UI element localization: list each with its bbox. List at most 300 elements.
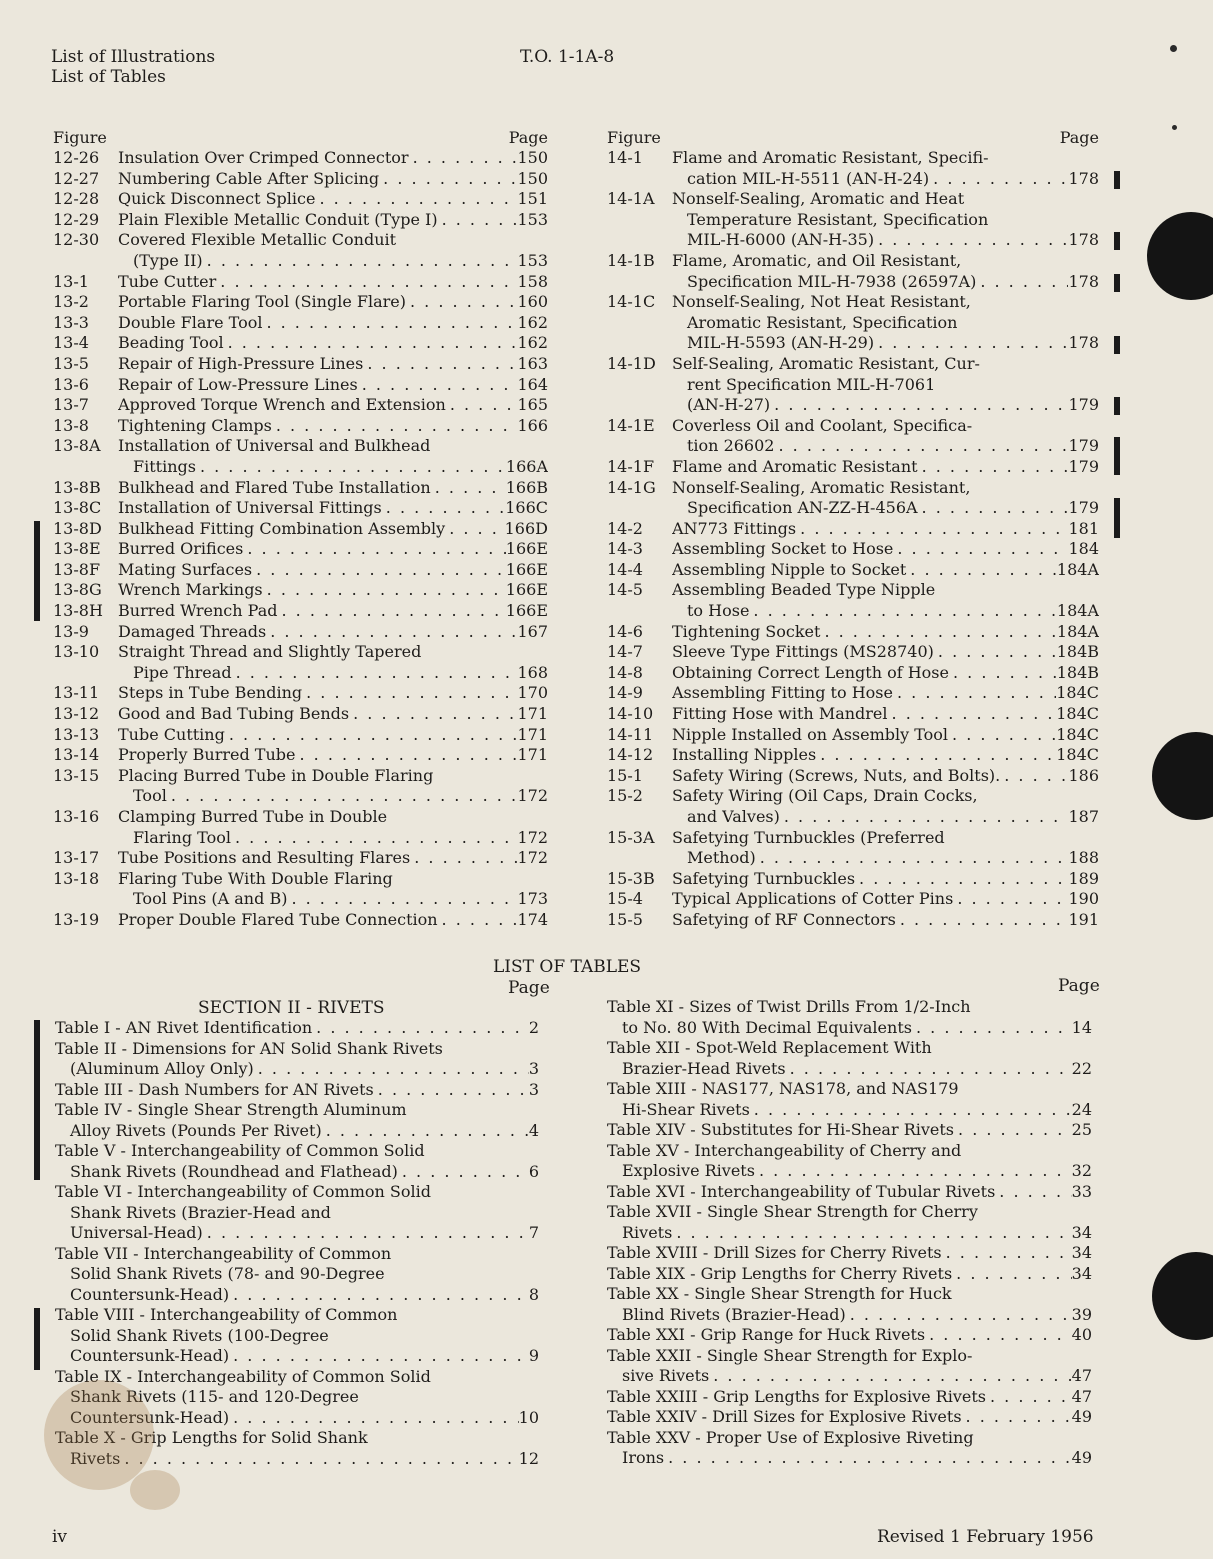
document-number: T.O. 1-1A-8 — [520, 47, 615, 67]
change-bar — [1114, 397, 1120, 415]
figure-entry — [607, 519, 1099, 540]
table-title: Table V - Interchangeability of Common Solid — [55, 1141, 425, 1160]
page-ref: 188 — [1068, 848, 1099, 868]
figure-number: 14-1E — [607, 415, 655, 435]
table-entry — [607, 1428, 1092, 1449]
table-title: Blind Rivets (Brazier-Head) — [622, 1304, 846, 1324]
leader-dots — [225, 725, 518, 746]
leader-dots — [986, 1387, 1072, 1408]
figure-entry — [607, 786, 1099, 807]
figure-entry — [607, 704, 1099, 725]
page-ref: 184B — [1056, 662, 1099, 682]
figure-number — [607, 807, 672, 828]
list-of-tables-title: LIST OF TABLES — [493, 957, 642, 977]
binder-hole — [1152, 1252, 1213, 1340]
figure-number: 14-6 — [607, 621, 643, 641]
leader-dots — [398, 1162, 529, 1183]
leader-dots — [962, 1407, 1072, 1428]
figure-column-label: Figure — [53, 128, 107, 147]
page-ref: 171 — [517, 704, 548, 724]
page-ref: 39 — [1071, 1304, 1092, 1324]
page-ref: 166 — [517, 415, 548, 435]
figure-entry — [607, 333, 1099, 354]
figure-title: Safety Wiring (Oil Caps, Drain Cocks, — [672, 786, 978, 806]
table-title: Table X - Grip Lengths for Solid Shank — [55, 1428, 368, 1447]
figure-number — [607, 848, 672, 869]
page-ref: 166B — [505, 477, 548, 497]
table-entry — [607, 1182, 1092, 1203]
figure-entry — [53, 354, 548, 375]
table-title: Countersunk-Head) — [70, 1346, 230, 1365]
table-title: Table XX - Single Shear Strength for Huck — [607, 1284, 952, 1303]
page-ref: 25 — [1071, 1120, 1092, 1139]
leader-dots — [906, 560, 1057, 581]
leader-dots — [948, 725, 1056, 746]
figure-title: Tool Pins (A and B) — [133, 889, 288, 909]
table-title: (Aluminum Alloy Only) — [70, 1059, 254, 1078]
page-ref: 34 — [1071, 1243, 1092, 1262]
figure-title: Steps in Tube Bending — [118, 683, 303, 703]
leader-dots — [816, 745, 1056, 766]
change-bar — [1114, 232, 1120, 250]
leader-dots — [406, 292, 517, 313]
figure-number — [607, 230, 672, 251]
figure-entry — [607, 828, 1099, 849]
figure-title: Assembling Socket to Hose — [672, 539, 894, 559]
speck — [1172, 125, 1177, 130]
leader-dots — [252, 560, 506, 581]
figure-entry — [53, 663, 548, 684]
leader-dots — [942, 1243, 1072, 1264]
leader-dots — [774, 436, 1068, 457]
figure-entry — [607, 292, 1099, 313]
leader-dots — [243, 539, 505, 560]
figure-number: 13-18 — [53, 868, 100, 888]
figure-entry — [53, 148, 548, 169]
figure-title: Numbering Cable After Splicing — [118, 168, 380, 188]
table-title: Table XVIII - Drill Sizes for Cherry Rivets — [607, 1243, 942, 1262]
page-ref: 150 — [517, 168, 548, 188]
figure-title: Specification AN-ZZ-H-456A — [687, 498, 918, 518]
table-entry — [607, 1059, 1092, 1080]
figure-entry — [607, 395, 1099, 416]
table-entry — [607, 1366, 1092, 1387]
figure-title: Sleeve Type Fittings (MS28740) — [672, 642, 934, 662]
page-ref: 178 — [1068, 333, 1099, 353]
figure-number — [607, 498, 672, 519]
table-entry — [607, 1325, 1092, 1346]
figure-number: 13-8A — [53, 436, 101, 456]
figure-title: Bulkhead and Flared Tube Installation — [118, 477, 431, 497]
figure-title: Typical Applications of Cotter Pins — [672, 889, 954, 909]
table-entry — [607, 1407, 1092, 1428]
figures-left-column — [53, 127, 548, 931]
figure-entry — [607, 539, 1099, 560]
leader-dots — [750, 1100, 1072, 1121]
page-ref: 34 — [1071, 1222, 1092, 1242]
figure-entry — [607, 169, 1099, 190]
figure-number: 13-15 — [53, 765, 100, 785]
figure-title: Nonself-Sealing, Aromatic Resistant, — [672, 477, 971, 497]
figure-number: 15-3A — [607, 827, 655, 847]
page-ref: 179 — [1068, 456, 1099, 476]
figure-entry — [53, 560, 548, 581]
figure-number: 12-27 — [53, 168, 100, 188]
table-title: Rivets — [70, 1448, 121, 1468]
leader-dots — [893, 539, 1068, 560]
figure-title: Beading Tool — [118, 333, 224, 353]
table-entry — [607, 1387, 1092, 1408]
table-entry — [607, 997, 1092, 1018]
page-ref: 166E — [505, 580, 548, 600]
table-title: Rivets — [622, 1222, 673, 1242]
table-entry — [607, 1448, 1092, 1469]
figure-entry — [53, 457, 548, 478]
figures-left-list — [53, 148, 548, 931]
page-ref: 34 — [1071, 1263, 1092, 1283]
page-column-label: Page — [508, 128, 548, 147]
figure-number — [53, 663, 118, 684]
figure-title: Temperature Resistant, Specification — [687, 209, 989, 229]
figure-entry — [53, 251, 548, 272]
figure-entry — [53, 539, 548, 560]
figure-column-label: Figure — [607, 128, 661, 147]
table-title: Table XIII - NAS177, NAS178, and NAS179 — [607, 1079, 959, 1098]
leader-dots — [796, 519, 1068, 540]
figure-number: 15-4 — [607, 889, 643, 909]
figure-number — [53, 251, 118, 272]
page-ref: 172 — [517, 848, 548, 868]
page-ref: 9 — [528, 1346, 539, 1365]
figure-entry — [607, 642, 1099, 663]
figure-title: Assembling Beaded Type Nipple — [672, 580, 936, 600]
figure-entry — [53, 869, 548, 890]
table-entry — [55, 1244, 539, 1265]
figure-title: Safetying Turnbuckles — [672, 868, 856, 888]
page-ref: 4 — [528, 1120, 539, 1140]
revision-date: Revised 1 February 1956 — [877, 1527, 1094, 1547]
page-ref: 47 — [1071, 1366, 1092, 1385]
figure-title: and Valves) — [687, 807, 780, 826]
figure-number: 13-1 — [53, 271, 89, 291]
table-entry — [607, 1079, 1092, 1100]
page-ref: 171 — [517, 745, 548, 765]
figure-entry — [607, 148, 1099, 169]
leader-dots — [438, 210, 518, 231]
change-bar — [34, 1020, 40, 1180]
table-title: Solid Shank Rivets (78- and 90-Degree — [70, 1264, 385, 1283]
figure-number — [607, 169, 672, 190]
section-heading: SECTION II - RIVETS — [198, 998, 385, 1018]
header-list-of-illustrations: List of Illustrations — [51, 47, 216, 67]
figure-title: tion 26602 — [687, 436, 775, 456]
figure-title: Proper Double Flared Tube Connection — [118, 909, 438, 929]
change-bar — [34, 521, 40, 621]
page-ref: 150 — [517, 148, 548, 167]
table-entry — [607, 1100, 1092, 1121]
page-ref: 186 — [1068, 765, 1099, 785]
figure-entry — [607, 498, 1099, 519]
leader-dots — [949, 663, 1057, 684]
figure-title: Installation of Universal and Bulkhead — [118, 436, 431, 456]
figure-number: 13-7 — [53, 395, 89, 415]
figure-title: Method) — [687, 848, 756, 868]
table-entry — [607, 1284, 1092, 1305]
figure-entry — [607, 683, 1099, 704]
leader-dots — [780, 807, 1069, 828]
page-ref: 178 — [1068, 271, 1099, 291]
table-entry — [607, 1223, 1092, 1244]
figure-number — [607, 313, 672, 334]
table-title: Table IV - Single Shear Strength Aluminum — [55, 1100, 407, 1119]
page-ref: 162 — [517, 312, 548, 332]
page-ref: 179 — [1068, 436, 1099, 456]
leader-dots — [874, 230, 1068, 251]
page-ref: 178 — [1068, 168, 1099, 188]
page-ref: 166E — [505, 559, 548, 579]
figure-title: Flaring Tube With Double Flaring — [118, 868, 393, 888]
table-title: Table XIX - Grip Lengths for Cherry Rivets — [607, 1263, 953, 1283]
leader-dots — [995, 1182, 1071, 1203]
leader-dots — [266, 622, 517, 643]
table-title: Table II - Dimensions for AN Solid Shank Rivets — [55, 1038, 443, 1058]
figure-title: Flame, Aromatic, and Oil Resistant, — [672, 250, 962, 270]
figure-title: Assembling Nipple to Socket — [672, 559, 907, 579]
figure-title: Placing Burred Tube in Double Flaring — [118, 765, 434, 785]
leader-dots — [120, 1449, 518, 1470]
figure-title: Tube Cutting — [118, 724, 225, 744]
page-ref: 3 — [528, 1079, 539, 1099]
figure-entry — [53, 189, 548, 210]
figure-number: 13-11 — [53, 683, 100, 703]
tables-right-page-label: Page — [1058, 976, 1100, 996]
figure-entry — [607, 354, 1099, 375]
figure-entry — [53, 478, 548, 499]
figure-entry — [53, 313, 548, 334]
figure-entry — [53, 766, 548, 787]
leader-dots — [918, 498, 1069, 519]
figure-title: Bulkhead Fitting Combination Assembly — [118, 518, 446, 538]
leader-dots — [888, 704, 1057, 725]
page-ref: 187 — [1068, 807, 1099, 826]
page-ref: 172 — [517, 827, 548, 847]
figure-entry — [607, 580, 1099, 601]
figure-entry — [53, 786, 548, 807]
figure-entry — [53, 333, 548, 354]
page-ref: 167 — [517, 621, 548, 641]
table-title: to No. 80 With Decimal Equivalents — [622, 1017, 912, 1037]
figure-title: Repair of High-Pressure Lines — [118, 353, 364, 373]
page-ref: 184C — [1056, 704, 1099, 724]
figure-entry — [53, 292, 548, 313]
figure-title: Plain Flexible Metallic Conduit (Type I) — [118, 209, 438, 229]
figure-title: Assembling Fitting to Hose — [672, 683, 893, 703]
table-entry — [55, 1203, 539, 1224]
figure-title: Burred Orifices — [118, 539, 244, 559]
binder-hole — [1152, 732, 1213, 820]
figure-number — [607, 601, 672, 622]
figure-title: Safetying of RF Connectors — [672, 909, 896, 929]
page-ref: 184C — [1056, 724, 1099, 744]
figure-entry — [53, 375, 548, 396]
page-column-label: Page — [1059, 128, 1099, 147]
figures-left-header — [53, 127, 548, 148]
figure-entry — [53, 395, 548, 416]
page-ref: 12 — [518, 1448, 539, 1468]
figure-title: Installing Nipples — [672, 745, 817, 765]
figure-title: MIL-H-6000 (AN-H-35) — [687, 230, 875, 250]
figure-title: MIL-H-5593 (AN-H-29) — [687, 333, 875, 353]
table-title: Countersunk-Head) — [70, 1407, 230, 1427]
page-ref: 184C — [1056, 683, 1099, 703]
page-ref: 49 — [1071, 1448, 1092, 1467]
leader-dots — [1000, 766, 1068, 787]
page-ref: 153 — [517, 250, 548, 270]
leader-dots — [302, 683, 517, 704]
table-title: Table XII - Spot-Weld Replacement With — [607, 1038, 932, 1057]
figure-number — [607, 333, 672, 354]
leader-dots — [374, 1080, 529, 1101]
leader-dots — [167, 786, 518, 807]
page-ref: 170 — [517, 683, 548, 703]
figure-entry — [53, 725, 548, 746]
figure-entry — [607, 230, 1099, 251]
figure-number: 12-28 — [53, 189, 100, 209]
figure-number: 14-1F — [607, 456, 655, 476]
table-entry — [607, 1202, 1092, 1223]
leader-dots — [976, 272, 1068, 293]
table-entry — [607, 1018, 1092, 1039]
figure-number: 15-2 — [607, 786, 643, 806]
leader-dots — [349, 704, 517, 725]
page-ref: 173 — [517, 889, 548, 909]
tables-left-page-label: Page — [508, 978, 550, 998]
page-ref: 178 — [1068, 230, 1099, 250]
figure-number: 13-12 — [53, 704, 100, 724]
figure-entry — [53, 683, 548, 704]
page-ref: 172 — [517, 786, 548, 806]
figure-entry — [53, 828, 548, 849]
change-bar — [34, 1308, 40, 1370]
page-ref: 165 — [517, 395, 548, 415]
figure-title: Tightening Clamps — [118, 415, 272, 435]
change-bar — [1114, 498, 1120, 538]
change-bar — [1114, 336, 1120, 354]
leader-dots — [216, 272, 517, 293]
leader-dots — [363, 354, 517, 375]
leader-dots — [912, 1018, 1072, 1039]
leader-dots — [893, 683, 1056, 704]
figure-number: 13-6 — [53, 374, 89, 394]
figure-title: to Hose — [687, 601, 750, 621]
table-title: Shank Rivets (Roundhead and Flathead) — [70, 1161, 398, 1181]
page-ref: 171 — [517, 724, 548, 744]
figure-title: Tightening Socket — [672, 621, 821, 641]
figure-number: 14-7 — [607, 642, 643, 662]
figure-entry — [53, 169, 548, 190]
figure-number: 13-10 — [53, 642, 100, 662]
stain — [130, 1470, 180, 1510]
leader-dots — [846, 1305, 1072, 1326]
change-bar — [1114, 171, 1120, 189]
table-title: Table VIII - Interchangeability of Common — [55, 1305, 398, 1324]
leader-dots — [749, 601, 1056, 622]
leader-dots — [196, 457, 506, 478]
figure-number: 13-8B — [53, 477, 101, 497]
figure-entry — [53, 601, 548, 622]
figure-entry — [607, 313, 1099, 334]
table-title: Table III - Dash Numbers for AN Rivets — [55, 1079, 374, 1099]
page-ref: 14 — [1071, 1017, 1092, 1037]
leader-dots — [664, 1448, 1072, 1469]
page-ref: 3 — [528, 1059, 539, 1078]
table-entry — [55, 1326, 539, 1347]
figure-number: 14-3 — [607, 539, 643, 559]
page-ref: 32 — [1071, 1161, 1092, 1180]
leader-dots — [272, 416, 518, 437]
page-ref: 164 — [517, 374, 548, 394]
figure-number — [607, 395, 672, 416]
table-title: Irons — [622, 1448, 665, 1467]
leader-dots — [229, 1408, 519, 1429]
page-ref: 163 — [517, 353, 548, 373]
figure-entry — [53, 580, 548, 601]
figure-title: Safetying Turnbuckles (Preferred — [672, 827, 945, 847]
figure-entry — [607, 766, 1099, 787]
figure-title: Approved Torque Wrench and Extension — [118, 395, 446, 415]
page-ref: 166E — [505, 539, 548, 559]
table-entry — [607, 1346, 1092, 1367]
page-ref: 184 — [1068, 539, 1099, 559]
leader-dots — [382, 498, 505, 519]
figure-title: Portable Flaring Tool (Single Flare) — [118, 292, 406, 312]
figure-number: 14-1G — [607, 477, 656, 497]
table-entry — [607, 1038, 1092, 1059]
figure-title: Repair of Low-Pressure Lines — [118, 374, 358, 394]
figures-right-list — [607, 148, 1099, 931]
figure-number: 13-19 — [53, 909, 100, 929]
figure-number — [607, 272, 672, 293]
figure-number: 13-14 — [53, 745, 100, 765]
table-entry — [55, 1059, 539, 1080]
table-entry — [607, 1161, 1092, 1182]
figure-number: 13-8E — [53, 539, 101, 559]
page-ref: 10 — [518, 1407, 539, 1427]
figure-title: Installation of Universal Fittings — [118, 498, 382, 518]
figure-entry — [607, 848, 1099, 869]
leader-dots — [445, 519, 504, 540]
figure-entry — [607, 869, 1099, 890]
figure-title: rent Specification MIL-H-7061 — [687, 374, 936, 394]
page-ref: 151 — [517, 189, 548, 209]
page-ref: 174 — [517, 909, 548, 929]
table-entry — [55, 1141, 539, 1162]
figure-entry — [53, 436, 548, 457]
table-title: Table XV - Interchangeability of Cherry and — [607, 1140, 962, 1160]
figure-entry — [53, 272, 548, 293]
table-title: Table XVI - Interchangeability of Tubular Rivets — [607, 1181, 996, 1201]
leader-dots — [203, 251, 518, 272]
figure-entry — [607, 725, 1099, 746]
figure-title: (Type II) — [133, 250, 203, 270]
page-ref: 2 — [528, 1018, 539, 1037]
table-title: Explosive Rivets — [622, 1161, 755, 1180]
figure-number — [53, 457, 118, 478]
page-ref: 7 — [528, 1223, 539, 1242]
page-ref: 166E — [505, 601, 548, 621]
figure-number: 13-8C — [53, 498, 102, 518]
table-entry — [55, 1039, 539, 1060]
